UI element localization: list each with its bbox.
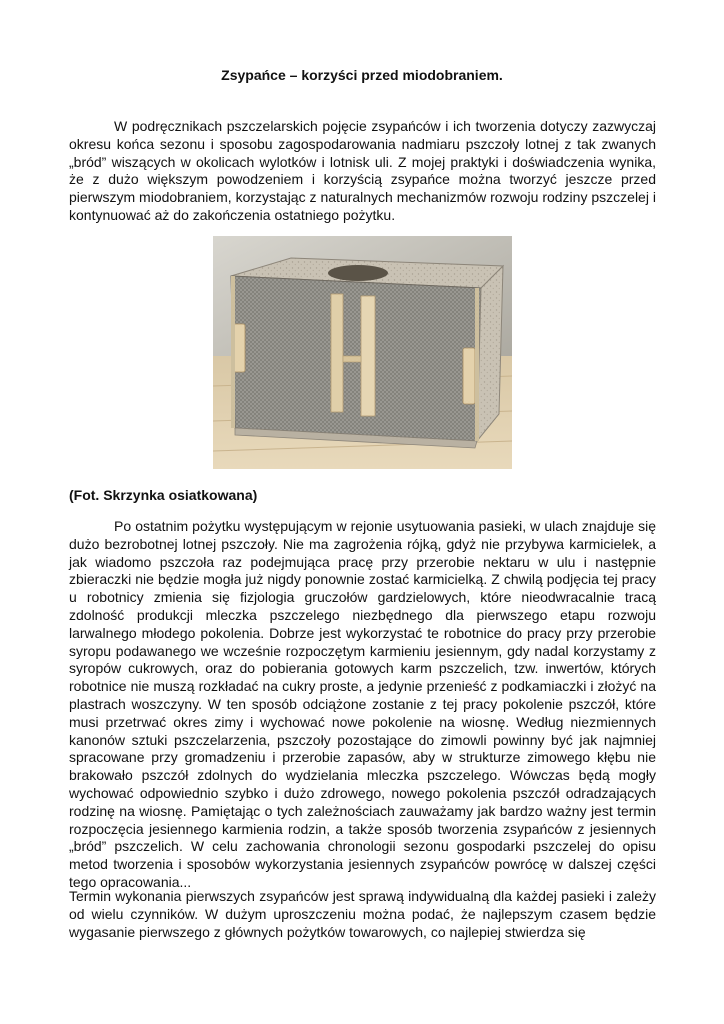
inner-slat bbox=[331, 294, 343, 412]
paragraph-timing: Termin wykonania pierwszych zsypańców jest sprawą indywidualną dla każdej pasieki i zależy od wielu czynników. W dużym uproszczeniu można podać, że najlepszym czasem będzie wygasanie pierwszego z głównych pożytków towarowych, co najlepiej stwierdza się bbox=[69, 888, 656, 940]
paragraph-main bbox=[69, 518, 656, 892]
paragraph-intro-text: W podręcznikach pszczelarskich pojęcie zsypańców i ich tworzenia dotyczy zazwyczaj okresu końca sezonu i sposobu zagospodarowania nadmiaru pszczoły lotnej z tak zwanych „bród” wiszących w okolicach wylotków i lotnisk uli. Z mojej praktyki i doświadczenia wynika, że z dużo większym powodzeniem i korzyścią zsypańce można tworzyć jeszcze przed pierwszym miodobraniem, korzystając z naturalnych mechanizmów rozwoju rodziny pszczelej i kontynuować aż do zakończenia ostatniego pożytku. bbox=[69, 118, 656, 223]
figure-caption: (Fot. Skrzynka osiatkowana) bbox=[69, 487, 258, 503]
paragraph-main-text: Po ostatnim pożytku występującym w rejonie usytuowania pasieki, w ulach znajduje się dużo bezrobotnej lotnej pszczoły. Nie ma zagrożenia rójką, gdyż nie przybywa karmicielek, a jak wiadomo pszczoła raz podejmująca pracę przy przerobie nektaru w ulu i następnie zbieraczki nie będzie mogła już nigdy ponownie zostać karmicielką. Z chwilą podjęcia tej pracy u robotnicy zmienia się fizjologia gruczołów gardzielowych, które nieodwracalnie tracą zdolność produkcji mleczka pszczelego niezbędnego dla pierwszego etapu rozwoju larwalnego młodego pokolenia. Dobrze jest wykorzystać te robotnice do pracy przy przerobie syropu podawanego we wcześnie rozpoczętym karmieniu jesiennym, gdy nadal korzystamy z syropów cukrowych, oraz do pobierania gotowych karm pszczelich, tzw. inwertów, których robotnice nie muszą rozkładać na cukry proste, a jedynie przenieść z podkamiaczki i złożyć na plastrach woszczyny. W ten sposób odciążone zostanie z tej pracy pokolenie pszczół, które musi przetrwać okres zimy i wychować nowe pokolenie na wiosnę. Według niezmiennych kanonów sztuki pszczelarzenia, pszczoły pozostające do zimowli powinny być jak najmniej spracowane przy gromadzeniu i przerobie zapasów, aby w strukturze zimowego kłębu nie brakowało pszczół zdolnych do wydzielania mleczka pszczelego. Wówczas będą mogły wychować odpowiednio szybko i dużo zdrowego, nowego pokolenia pszczół odradzających rodzinę na wiosnę. Pamiętając o tych zależnościach zauważamy jak bardzo ważny jest termin rozpoczęcia jesiennego karmienia rodzin, a także sposób tworzenia zsypańców z jesiennych „bród” pszczelich. W celu zachowania chronologii sezonu gospodarki pszczelej do opisu metod tworzenia i sposobów wykorzystania jesiennych zsypańców powrócę w dalszej części tego opracowania... bbox=[69, 518, 656, 890]
photo-mesh-box bbox=[213, 236, 512, 469]
inner-slat bbox=[361, 296, 375, 416]
document-title: Zsypańce – korzyści przed miodobraniem. bbox=[221, 67, 503, 83]
feeding-hole bbox=[328, 265, 388, 281]
box-handle-right bbox=[463, 348, 475, 404]
paragraph-intro bbox=[69, 118, 656, 225]
mesh-box-illustration bbox=[213, 236, 512, 469]
